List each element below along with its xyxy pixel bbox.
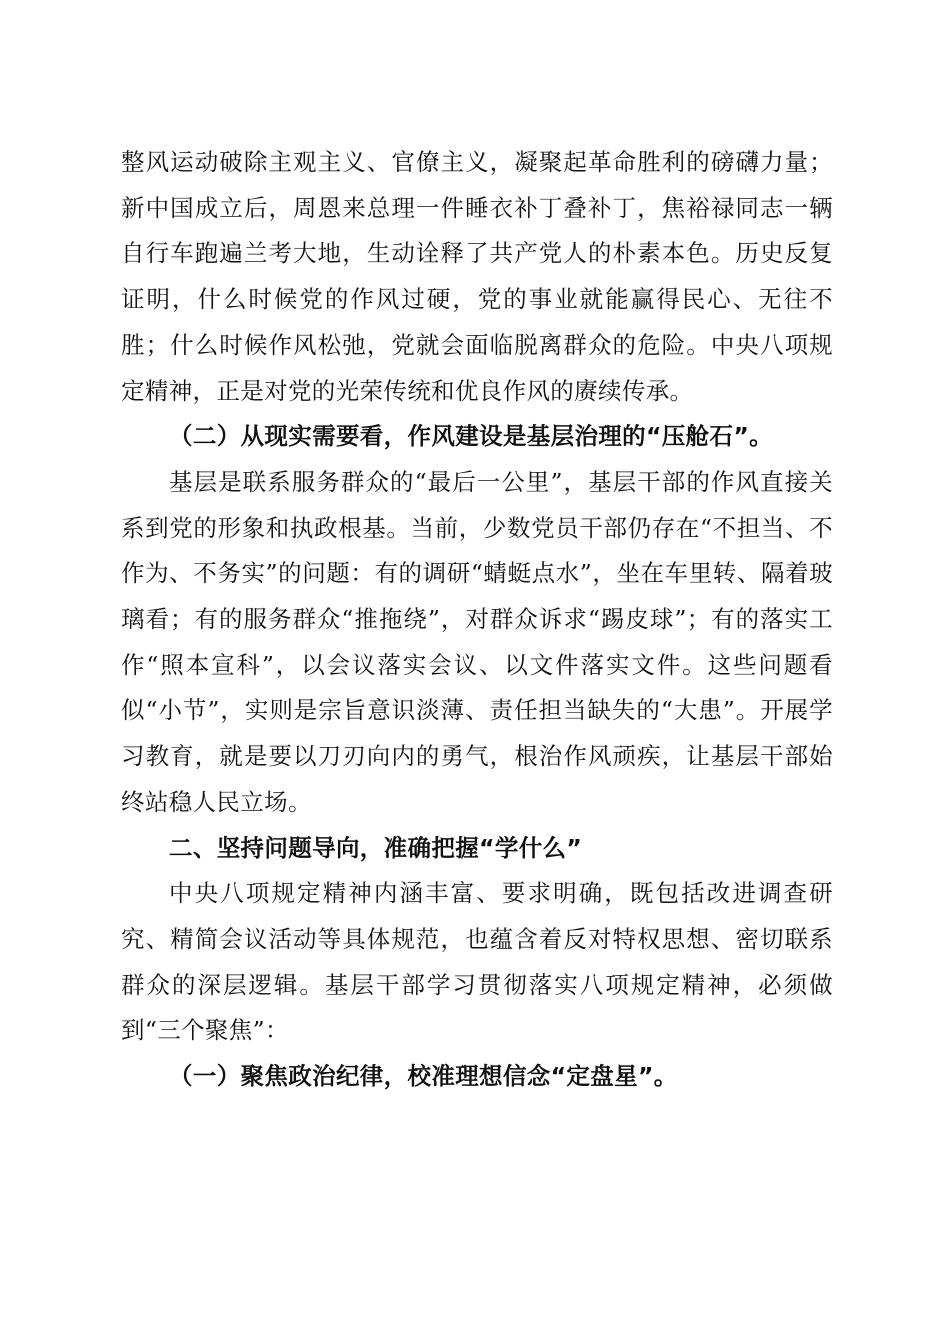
- section-heading-what-to-learn: 二、坚持问题导向，准确把握“学什么”: [169, 833, 583, 862]
- sub-heading-political-discipline: （一）聚焦政治纪律，校准理想信念“定盘星”。: [169, 1062, 678, 1091]
- body-paragraph-grassroots: 基层是联系服务群众的“最后一公里”，基层干部的作风直接关系到党的形象和执政根基。当前，少数党员干部仍存在“不担当、不作为、不务实”的问题：有的调研“蜻蜓点水”，坐在车里转、隔着玻璃看；有的服务群众“推拖绕”，对群众诉求“踢皮球”；有的落实工作“照本宣科”，以会议落实会议、以文件落实文件。这些问题看似“小节”，实则是宗旨意识淡薄、责任担当缺失的“大患”。开展学习教育，就是要以刀刃向内的勇气，根治作风顽疾，让基层干部始终站稳人民立场。: [121, 467, 833, 816]
- body-paragraph-eight-rules: 中央八项规定精神内涵丰富、要求明确，既包括改进调查研究、精简会议活动等具体规范，也蕴含着反对特权思想、密切联系群众的深层逻辑。基层干部学习贯彻落实八项规定精神，必须做到“三个聚焦”：: [121, 879, 833, 1045]
- sub-heading-reality-needs: （二）从现实需要看，作风建设是基层治理的“压舱石”。: [169, 422, 773, 451]
- body-paragraph-history: 整风运动破除主观主义、官僚主义，凝聚起革命胜利的磅礴力量；新中国成立后，周恩来总理一件睡衣补丁叠补丁，焦裕禄同志一辆自行车跑遍兰考大地，生动诠释了共产党人的朴素本色。历史反复证明，什么时候党的作风过硬，党的事业就能赢得民心、无往不胜；什么时候作风松弛，党就会面临脱离群众的危险。中央八项规定精神，正是对党的光荣传统和优良作风的赓续传承。: [121, 148, 833, 405]
- document-body: [121, 140, 833, 1100]
